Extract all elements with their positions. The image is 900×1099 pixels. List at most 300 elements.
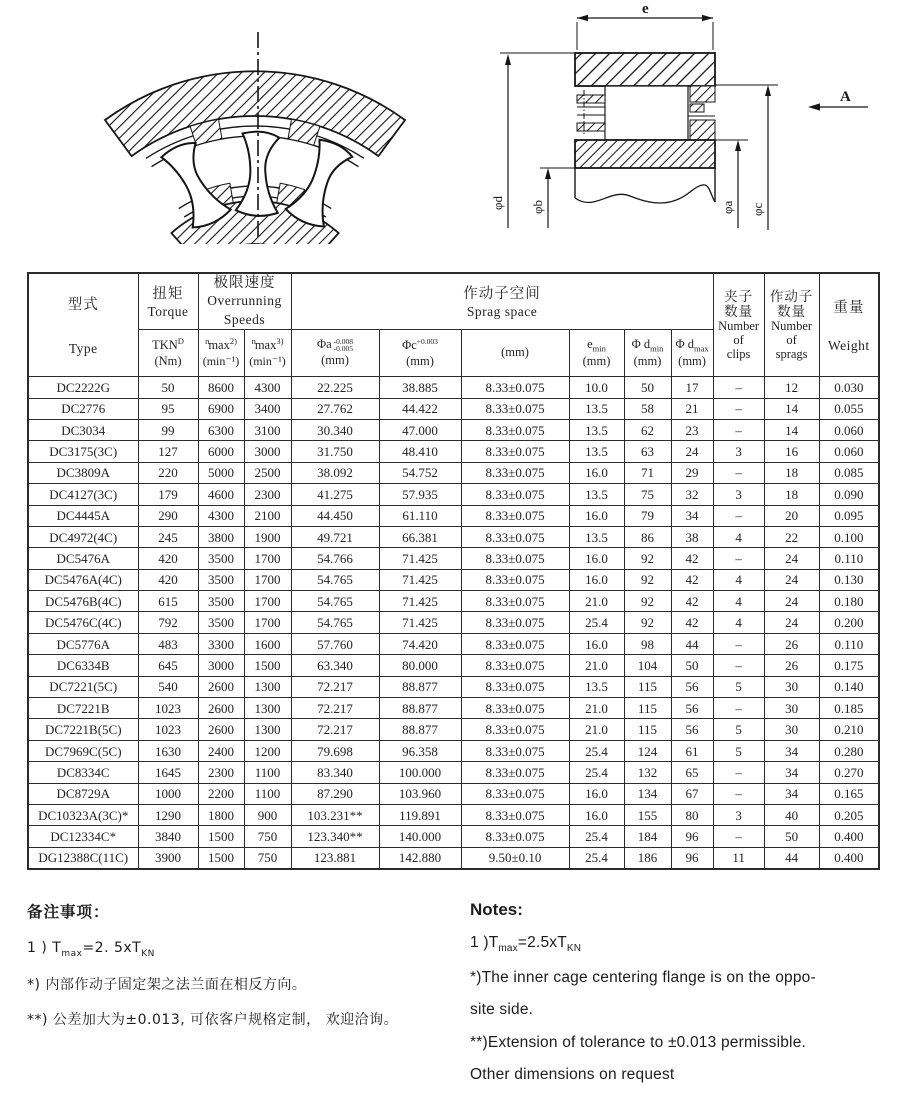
cell-value: 0.060 <box>819 441 879 462</box>
cell-value: 5000 <box>198 462 244 483</box>
speeds-label-en2: Speeds <box>223 311 266 327</box>
cell-value: 1700 <box>244 569 291 590</box>
sprag-height-unit: (mm) <box>501 345 529 360</box>
cell-value: 4300 <box>198 505 244 526</box>
phib-label: φb <box>530 199 545 214</box>
cell-value: 20 <box>764 505 819 526</box>
table-row <box>28 719 879 740</box>
cell-value: 420 <box>138 569 198 590</box>
cell-value: 8.33±0.075 <box>461 441 569 462</box>
cell-value: 25.4 <box>569 826 624 847</box>
cell-value: 1100 <box>244 783 291 804</box>
cell-value: 50 <box>138 377 198 398</box>
cell-value: 21.0 <box>569 719 624 740</box>
cell-type: DC3175(3C) <box>28 441 138 462</box>
cell-value: 3 <box>713 484 764 505</box>
cell-value: – <box>713 783 764 804</box>
sprag <box>284 137 359 231</box>
cell-value: 34 <box>764 783 819 804</box>
cell-value: 0.140 <box>819 676 879 697</box>
cell-value: 1290 <box>138 804 198 825</box>
cell-value: 44 <box>671 633 713 654</box>
cell-value: 96.358 <box>379 740 461 761</box>
cell-type: DC5476A(4C) <box>28 569 138 590</box>
cell-value: 21.0 <box>569 698 624 719</box>
cell-value: 0.110 <box>819 633 879 654</box>
subheader-sprag-height <box>461 330 569 377</box>
cell-value: – <box>713 633 764 654</box>
cell-value: 1023 <box>138 698 198 719</box>
nmax-pre: n <box>205 336 210 347</box>
cell-value: 0.280 <box>819 740 879 761</box>
table-row <box>28 676 879 697</box>
cell-value: 2200 <box>198 783 244 804</box>
subheader-dmin <box>624 330 671 377</box>
emin-sub: min <box>592 343 606 354</box>
phia-sub: -0.005 <box>333 344 354 354</box>
cage-strip <box>690 86 715 102</box>
notes-cn-line2: *) 内部作动子固定架之法兰面在相反方向。 <box>27 976 307 993</box>
cell-value: 103.960 <box>379 783 461 804</box>
table-row <box>28 847 879 869</box>
subheader-nmax2 <box>198 330 244 377</box>
cell-value: – <box>713 826 764 847</box>
cell-value: 66.381 <box>379 526 461 547</box>
cell-value: 4600 <box>198 484 244 505</box>
clips-label-cn2: 数量 <box>724 304 754 320</box>
cell-value: 96 <box>671 847 713 869</box>
cell-type: DC6334B <box>28 655 138 676</box>
cell-value: 1500 <box>198 847 244 869</box>
note-sub: KN <box>566 943 582 955</box>
cell-value: 61.110 <box>379 505 461 526</box>
cell-value: 3500 <box>198 612 244 633</box>
cell-value: 8.33±0.075 <box>461 762 569 783</box>
cell-value: 0.200 <box>819 612 879 633</box>
type-label-en: Type <box>68 341 98 357</box>
table-header <box>28 273 879 377</box>
cell-value: 16.0 <box>569 633 624 654</box>
cell-value: 3000 <box>244 441 291 462</box>
cell-value: 13.5 <box>569 526 624 547</box>
notes-cn-title: 备注事项： <box>27 903 110 921</box>
cell-type: DC8729A <box>28 783 138 804</box>
cell-value: 22.225 <box>291 377 379 398</box>
cell-value: – <box>713 548 764 569</box>
cell-value: 900 <box>244 804 291 825</box>
cell-value: 115 <box>624 676 671 697</box>
sprag-section-diagram <box>95 26 425 244</box>
cell-value: 8.33±0.075 <box>461 591 569 612</box>
cell-value: 57.935 <box>379 484 461 505</box>
dmax-unit: (mm) <box>678 353 706 368</box>
cell-value: 8600 <box>198 377 244 398</box>
cell-type: DC7221B <box>28 698 138 719</box>
nmax-unit: (min⁻¹) <box>202 354 240 369</box>
arrowhead <box>702 15 713 21</box>
cell-value: 71.425 <box>379 591 461 612</box>
cell-value: 58 <box>624 398 671 419</box>
cell-value: 13.5 <box>569 484 624 505</box>
cell-value: 184 <box>624 826 671 847</box>
nmax3-sup: 3) <box>276 336 284 347</box>
cell-value: 8.33±0.075 <box>461 783 569 804</box>
cell-value: 1200 <box>244 740 291 761</box>
sprag-cavity <box>605 86 688 140</box>
cell-value: 8.33±0.075 <box>461 612 569 633</box>
cell-value: 86 <box>624 526 671 547</box>
cell-value: 71 <box>624 462 671 483</box>
torque-label-en: Torque <box>147 304 189 320</box>
table-row <box>28 633 879 654</box>
cell-value: 25.4 <box>569 847 624 869</box>
cell-value: 50 <box>764 826 819 847</box>
cell-type: DC2776 <box>28 398 138 419</box>
cell-value: 142.880 <box>379 847 461 869</box>
cell-value: 31.750 <box>291 441 379 462</box>
cell-value: 3500 <box>198 591 244 612</box>
cell-value: 100.000 <box>379 762 461 783</box>
cell-type: DC7221B(5C) <box>28 719 138 740</box>
cell-value: – <box>713 398 764 419</box>
cell-value: 1900 <box>244 526 291 547</box>
cell-value: 22 <box>764 526 819 547</box>
cell-value: 8.33±0.075 <box>461 569 569 590</box>
phic-symbol: Φc <box>402 338 417 353</box>
cell-value: 40 <box>764 804 819 825</box>
cell-type: DC5476C(4C) <box>28 612 138 633</box>
cell-value: 4 <box>713 591 764 612</box>
emin-symbol: e <box>587 336 593 351</box>
cell-value: 4 <box>713 526 764 547</box>
cell-value: 6300 <box>198 419 244 440</box>
cell-value: 34 <box>764 762 819 783</box>
cell-value: 0.205 <box>819 804 879 825</box>
cell-value: 10.0 <box>569 377 624 398</box>
cell-value: 88.877 <box>379 698 461 719</box>
notes-en-line2b: site side. <box>470 1001 534 1019</box>
phid-label: φd <box>490 195 505 210</box>
cell-value: 57.760 <box>291 633 379 654</box>
cell-value: 54.765 <box>291 569 379 590</box>
sprags-label-en2: of <box>786 333 797 348</box>
cell-value: 2100 <box>244 505 291 526</box>
cell-value: 132 <box>624 762 671 783</box>
clips-label-en3: clips <box>726 347 751 362</box>
cell-value: 3840 <box>138 826 198 847</box>
cell-value: 8.33±0.075 <box>461 719 569 740</box>
cell-value: 0.185 <box>819 698 879 719</box>
table-row <box>28 762 879 783</box>
cell-value: 26 <box>764 633 819 654</box>
cell-value: 38.092 <box>291 462 379 483</box>
cell-value: 8.33±0.075 <box>461 740 569 761</box>
sprags-label-cn2: 数量 <box>777 304 807 320</box>
cell-value: 21.0 <box>569 655 624 676</box>
table-row <box>28 569 879 590</box>
cell-value: 1500 <box>244 655 291 676</box>
cell-value: 3 <box>713 804 764 825</box>
cell-value: 245 <box>138 526 198 547</box>
cell-value: 25.4 <box>569 612 624 633</box>
cell-value: 123.340** <box>291 826 379 847</box>
cell-value: 179 <box>138 484 198 505</box>
cell-value: 123.881 <box>291 847 379 869</box>
cell-value: 0.095 <box>819 505 879 526</box>
cell-value: 8.33±0.075 <box>461 377 569 398</box>
dmin-sub: min <box>650 343 664 354</box>
notes-en-line2a: *)The inner cage centering flange is on the oppo- <box>470 968 816 986</box>
notes-english <box>470 900 890 1099</box>
nmax-unit: (min⁻¹) <box>249 354 286 369</box>
cell-type: DC2222G <box>28 377 138 398</box>
cell-value: 72.217 <box>291 676 379 697</box>
cell-value: 0.130 <box>819 569 879 590</box>
tkn-unit: (Nm) <box>154 354 182 369</box>
cell-value: 2300 <box>198 762 244 783</box>
cell-value: 8.33±0.075 <box>461 419 569 440</box>
cell-value: 1600 <box>244 633 291 654</box>
e-label: e <box>642 1 649 17</box>
table-row <box>28 698 879 719</box>
subheader-phic <box>379 330 461 377</box>
cell-value: 21.0 <box>569 591 624 612</box>
cell-value: 27.762 <box>291 398 379 419</box>
torque-label-cn: 扭矩 <box>152 286 184 303</box>
cell-value: 13.5 <box>569 419 624 440</box>
phic-unit: (mm) <box>406 353 434 368</box>
cell-value: 3500 <box>198 548 244 569</box>
table-row <box>28 526 879 547</box>
cell-value: 1023 <box>138 719 198 740</box>
cell-value: 2600 <box>198 698 244 719</box>
subheader-emin <box>569 330 624 377</box>
cell-value: 25.4 <box>569 762 624 783</box>
cell-value: 645 <box>138 655 198 676</box>
cell-value: 2500 <box>244 462 291 483</box>
dmin-symbol: Φ d <box>631 336 651 351</box>
cell-value: 103.231** <box>291 804 379 825</box>
cell-value: 41.275 <box>291 484 379 505</box>
table-row <box>28 398 879 419</box>
arrowhead <box>505 54 511 65</box>
cell-value: 1300 <box>244 698 291 719</box>
notes-cn-line1 <box>27 940 457 959</box>
cell-type: DC5776A <box>28 633 138 654</box>
phic-sup: +0.003 <box>416 336 438 346</box>
cross-section-diagram <box>450 0 900 245</box>
cell-value: 47.000 <box>379 419 461 440</box>
cell-value: 11 <box>713 847 764 869</box>
cell-value: 3400 <box>244 398 291 419</box>
cell-value: 1500 <box>198 826 244 847</box>
cell-value: 0.030 <box>819 377 879 398</box>
cell-value: 124 <box>624 740 671 761</box>
cell-value: 18 <box>764 484 819 505</box>
cell-value: 65 <box>671 762 713 783</box>
cell-value: 16.0 <box>569 462 624 483</box>
cell-value: 8.33±0.075 <box>461 698 569 719</box>
cell-value: 750 <box>244 826 291 847</box>
tkn-symbol: TKN <box>152 338 178 353</box>
cell-value: 96 <box>671 826 713 847</box>
phia-sup: -0.008 <box>333 336 354 346</box>
cell-value: 2600 <box>198 719 244 740</box>
nmax-base: max <box>254 338 277 353</box>
cell-value: 8.33±0.075 <box>461 462 569 483</box>
cell-value: 24 <box>764 612 819 633</box>
cell-value: 0.060 <box>819 419 879 440</box>
cell-value: 2600 <box>198 676 244 697</box>
cell-value: 290 <box>138 505 198 526</box>
cell-value: 56 <box>671 676 713 697</box>
tkn-sup: D <box>177 336 184 347</box>
cell-value: 0.270 <box>819 762 879 783</box>
cell-value: 30 <box>764 698 819 719</box>
cell-value: 83.340 <box>291 762 379 783</box>
table-row <box>28 783 879 804</box>
phia-symbol: Φa <box>316 337 332 352</box>
cell-value: 140.000 <box>379 826 461 847</box>
cell-value: 115 <box>624 698 671 719</box>
cell-value: 18 <box>764 462 819 483</box>
spec-table-container <box>27 272 880 870</box>
sprags-label-en3: sprags <box>775 347 808 362</box>
cell-value: 34 <box>764 740 819 761</box>
cell-value: 5 <box>713 719 764 740</box>
cell-value: 92 <box>624 612 671 633</box>
table-row <box>28 441 879 462</box>
cell-value: – <box>713 655 764 676</box>
table-row <box>28 484 879 505</box>
cell-value: 75 <box>624 484 671 505</box>
cell-value: 80 <box>671 804 713 825</box>
cell-type: DC7969C(5C) <box>28 740 138 761</box>
cell-value: 1100 <box>244 762 291 783</box>
cell-value: 8.33±0.075 <box>461 505 569 526</box>
cage-strip <box>690 104 704 112</box>
cell-value: 16.0 <box>569 804 624 825</box>
cell-value: 8.33±0.075 <box>461 484 569 505</box>
cell-value: – <box>713 698 764 719</box>
cell-value: 3900 <box>138 847 198 869</box>
cell-value: 24 <box>671 441 713 462</box>
sprags-label-en1: Number <box>771 319 813 334</box>
cell-value: 61 <box>671 740 713 761</box>
cell-value: 42 <box>671 548 713 569</box>
sprag-section-svg <box>95 26 425 244</box>
arrowhead <box>765 85 771 96</box>
arrowhead <box>577 15 588 21</box>
cell-value: 88.877 <box>379 719 461 740</box>
cell-value: 2300 <box>244 484 291 505</box>
cell-type: DC10323A(3C)* <box>28 804 138 825</box>
cell-value: 4 <box>713 569 764 590</box>
cell-value: 3 <box>713 441 764 462</box>
cell-value: 119.891 <box>379 804 461 825</box>
cell-value: 483 <box>138 633 198 654</box>
cell-value: 30.340 <box>291 419 379 440</box>
arrowhead <box>545 168 551 179</box>
cell-value: 88.877 <box>379 676 461 697</box>
cell-value: 49.721 <box>291 526 379 547</box>
table-row <box>28 612 879 633</box>
table-row <box>28 591 879 612</box>
cell-value: 220 <box>138 462 198 483</box>
sprags-label-cn: 作动子 <box>769 288 814 304</box>
cell-value: 16 <box>764 441 819 462</box>
col-header-speeds <box>198 273 291 330</box>
notes-en-line1 <box>470 934 890 954</box>
cell-value: 0.085 <box>819 462 879 483</box>
cell-value: 32 <box>671 484 713 505</box>
cell-value: 71.425 <box>379 612 461 633</box>
cell-value: 1300 <box>244 676 291 697</box>
cell-value: 0.110 <box>819 548 879 569</box>
table-row <box>28 548 879 569</box>
nmax2-sup: 2) <box>229 336 237 347</box>
cell-value: 92 <box>624 569 671 590</box>
notes-chinese <box>27 900 457 1044</box>
cell-value: 50 <box>671 655 713 676</box>
cell-value: 92 <box>624 548 671 569</box>
note-text: 1 )T <box>470 934 499 951</box>
cell-value: 12 <box>764 377 819 398</box>
col-header-sprag-space <box>291 273 713 330</box>
cell-value: 56 <box>671 698 713 719</box>
cell-value: 186 <box>624 847 671 869</box>
dmax-symbol: Φ d <box>675 336 694 351</box>
table-row <box>28 740 879 761</box>
arrowhead <box>808 103 820 110</box>
phia-unit: (mm) <box>321 353 349 368</box>
clips-label-cn: 夹子 <box>724 288 754 304</box>
cell-value: 8.33±0.075 <box>461 655 569 676</box>
table-row <box>28 462 879 483</box>
cell-value: 16.0 <box>569 505 624 526</box>
cell-type: DC4127(3C) <box>28 484 138 505</box>
cell-type: DC5476B(4C) <box>28 591 138 612</box>
cell-value: 8.33±0.075 <box>461 526 569 547</box>
spec-table <box>27 272 880 870</box>
cell-value: 4300 <box>244 377 291 398</box>
cell-value: 3500 <box>198 569 244 590</box>
inner-race <box>575 140 715 168</box>
cell-value: 8.33±0.075 <box>461 804 569 825</box>
cell-value: 23 <box>671 419 713 440</box>
table-body <box>28 377 879 869</box>
cell-value: 1700 <box>244 591 291 612</box>
break-line <box>575 185 715 203</box>
cell-value: 42 <box>671 591 713 612</box>
cell-value: 0.055 <box>819 398 879 419</box>
cell-value: 50 <box>624 377 671 398</box>
cell-value: 0.400 <box>819 826 879 847</box>
cell-value: 14 <box>764 419 819 440</box>
subheader-tkn <box>138 330 198 377</box>
cell-value: 30 <box>764 719 819 740</box>
nmax-pre: n <box>251 336 256 347</box>
table-row <box>28 655 879 676</box>
cell-value: – <box>713 377 764 398</box>
cell-value: 155 <box>624 804 671 825</box>
subheader-nmax3 <box>244 330 291 377</box>
col-header-type <box>28 273 138 377</box>
cell-value: 115 <box>624 719 671 740</box>
table-row <box>28 826 879 847</box>
notes-cn-line3: **) 公差加大为±0.013, 可依客户规格定制， 欢迎洽询。 <box>27 1011 399 1028</box>
cell-value: 63.340 <box>291 655 379 676</box>
